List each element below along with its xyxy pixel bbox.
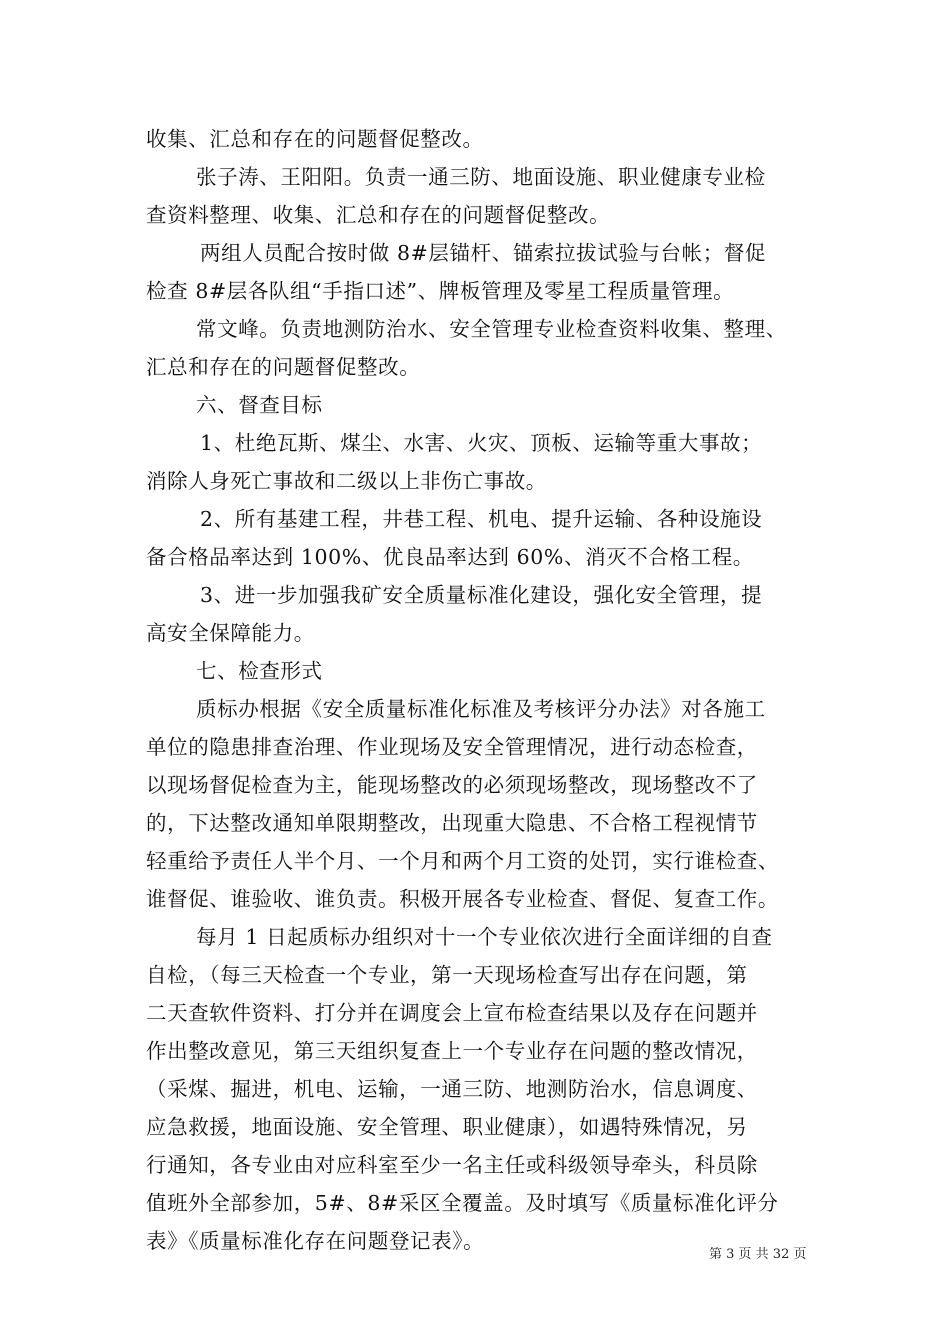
text-line: 2、所有基建工程，井巷工程、机电、提升运输、各种设施设 (200, 507, 763, 531)
section-heading: 六、督查目标 (196, 393, 323, 417)
text-line: 单位的隐患排查治理、作业现场及安全管理情况，进行动态检查， (146, 735, 758, 759)
text-line: 1、杜绝瓦斯、煤尘、水害、火灾、顶板、运输等重大事故； (200, 431, 763, 455)
text-line: 二天查软件资料、打分并在调度会上宣布检查结果以及存在问题并 (146, 1001, 758, 1025)
text-line: 汇总和存在的问题督促整改。 (146, 355, 421, 379)
text-line: 备合格品率达到 100%、优良品率达到 60%、消灭不合格工程。 (146, 545, 754, 569)
text-line: 自检，（每三天检查一个专业，第一天现场检查写出存在问题，第 (146, 963, 748, 987)
text-line: 每月 1 日起质标办组织对十一个专业依次进行全面详细的自查 (196, 925, 773, 949)
text-line: 以现场督促检查为主，能现场整改的必须现场整改，现场整改不了 (146, 773, 758, 797)
text-line: 行通知，各专业由对应科室至少一名主任或科级领导牵头，科员除 (146, 1153, 758, 1177)
section-heading: 七、检查形式 (196, 659, 323, 683)
text-line: 张子涛、王阳阳。负责一通三防、地面设施、职业健康专业检 (196, 165, 766, 189)
text-line: （采煤、掘进，机电、运输，一通三防、地测防治水，信息调度、 (146, 1077, 758, 1101)
text-line: 查资料整理、收集、汇总和存在的问题督促整改。 (146, 203, 611, 227)
text-line: 消除人身死亡事故和二级以上非伤亡事故。 (146, 469, 547, 493)
text-line: 值班外全部参加，5#、8#采区全覆盖。及时填写《质量标准化评分 (146, 1191, 779, 1215)
text-line: 高安全保障能力。 (146, 621, 315, 645)
text-line: 表》《质量标准化存在问题登记表》。 (146, 1229, 485, 1253)
text-line: 应急救援，地面设施、安全管理、职业健康），如遇特殊情况，另 (146, 1115, 748, 1139)
text-line: 3、进一步加强我矿安全质量标准化建设，强化安全管理，提 (200, 583, 763, 607)
text-line: 谁督促、谁验收、谁负责。积极开展各专业检查、督促、复查工作。 (146, 887, 779, 911)
page-number: 第 3 页 共 32 页 (709, 1247, 807, 1262)
text-line: 收集、汇总和存在的问题督促整改。 (146, 127, 484, 151)
text-line: 常文峰。负责地测防治水、安全管理专业检查资料收集、整理、 (196, 317, 787, 341)
text-line: 两组人员配合按时做 8#层锚杆、锚索拉拔试验与台帐；督促 (200, 241, 767, 265)
text-line: 质标办根据《安全质量标准化标准及考核评分办法》对各施工 (196, 697, 766, 721)
text-line: 的，下达整改通知单限期整改，出现重大隐患、不合格工程视情节 (146, 811, 758, 835)
text-line: 检查 8#层各队组“手指口述”、牌板管理及零星工程质量管理。 (146, 279, 735, 303)
text-line: 轻重给予责任人半个月、一个月和两个月工资的处罚，实行谁检查、 (146, 849, 779, 873)
text-line: 作出整改意见，第三天组织复查上一个专业存在问题的整改情况， (146, 1039, 758, 1063)
